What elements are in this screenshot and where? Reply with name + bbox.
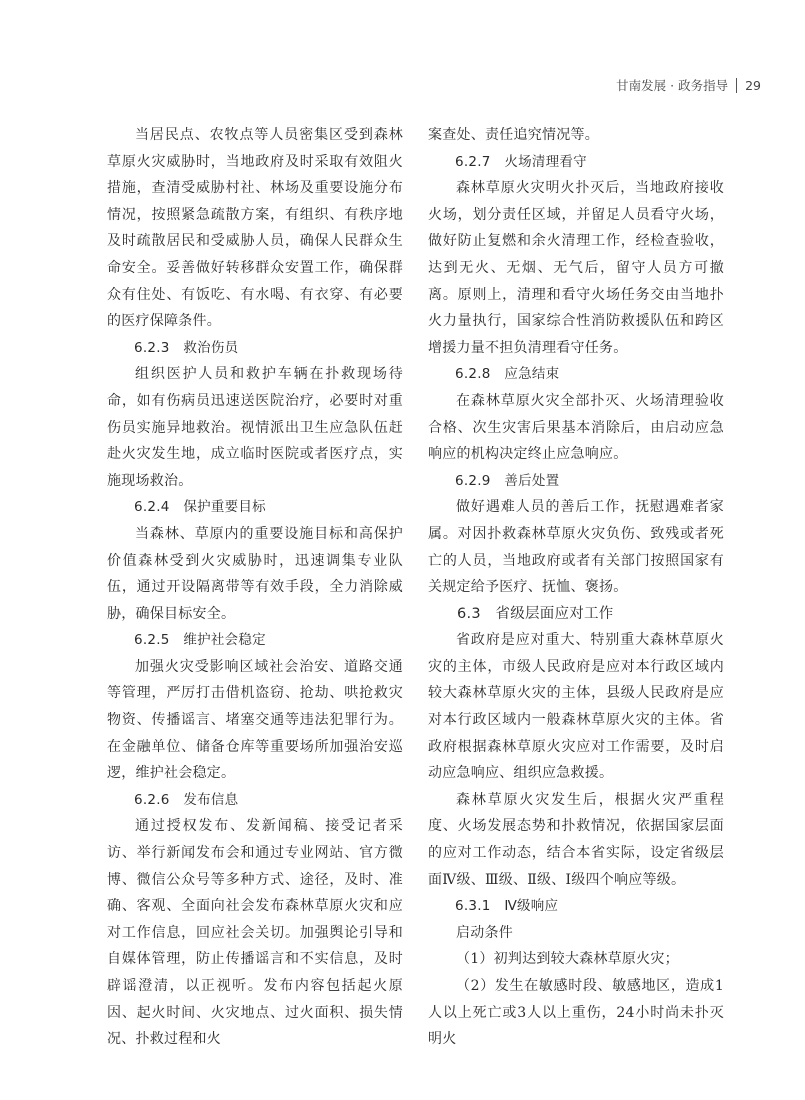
running-header bbox=[616, 74, 761, 96]
paragraph-6-2-9: 做好遇难人员的善后工作，抚慰遇难者家属。对因扑救森林草原火灾负伤、致残或者死亡的人员，当地政府或者有关部门按照国家有关规定给予医疗、抚恤、褒扬。 bbox=[428, 499, 724, 596]
paragraph-6-2-7: 森林草原火灾明火扑灭后，当地政府接收火场，划分责任区域，并留足人员看守火场，做好防止复燃和余火清理工作，经检查验收，达到无火、无烟、无气后，留守人员方可撤离。原则上，清理和看守火场任务交由当地扑火力量执行，国家综合性消防救援队伍和跨区增援力量不担负清理看守任务。 bbox=[428, 180, 724, 356]
heading-6-2-4: 6.2.4 保护重要目标 bbox=[134, 499, 266, 516]
journal-section-title: 甘南发展 · 政务指导 bbox=[616, 78, 729, 93]
heading-6-2-6: 6.2.6 发布信息 bbox=[134, 791, 239, 808]
paragraph-6-3-a: 省政府是应对重大、特别重大森林草原火灾的主体，市级人民政府是应对本行政区域内较大森林草原火灾的主体，县级人民政府是应对本行政区域内一般森林草原火灾的主体。省政府根据森林草原火灾应对工作需要，及时启动应急响应、组织应急救援。 bbox=[428, 632, 724, 782]
paragraph-evacuation: 当居民点、农牧点等人员密集区受到森林草原火灾威胁时，当地政府及时采取有效阻火措施，查清受威胁村社、林场及重要设施分布情况，按照紧急疏散方案，有组织、有秩序地及时疏散居民和受威胁人员，确保人民群众生命安全。妥善做好转移群众安置工作，确保群众有住处、有饭吃、有水喝、有衣穿、有必要的医疗保障条件。 bbox=[107, 127, 403, 330]
heading-6-2-9: 6.2.9 善后处置 bbox=[455, 472, 560, 489]
heading-6-3-1: 6.3.1 Ⅳ级响应 bbox=[455, 898, 559, 915]
paragraph-6-2-8: 在森林草原火灾全部扑灭、火场清理验收合格、次生灾害后果基本消除后，由启动应急响应的机构决定终止应急响应。 bbox=[428, 392, 724, 463]
paragraph-continuation: 案查处、责任追究情况等。 bbox=[428, 127, 599, 143]
condition-item-1: （1）初判达到较大森林草原火灾； bbox=[456, 951, 679, 968]
paragraph-6-2-4: 当森林、草原内的重要设施目标和高保护价值森林受到火灾威胁时，迅速调集专业队伍，通过开设隔离带等有效手段，全力消除威胁，确保目标安全。 bbox=[107, 525, 403, 622]
paragraph-start-conditions: 启动条件 bbox=[456, 924, 513, 941]
page-number: 29 bbox=[745, 77, 761, 93]
paragraph-6-2-3: 组织医护人员和救护车辆在扑救现场待命，如有伤病员迅速送医院治疗，必要时对重伤员实施异地救治。视情派出卫生应急队伍赶赴火灾发生地，成立临时医院或者医疗点，实施现场救治。 bbox=[107, 366, 403, 489]
heading-6-2-3: 6.2.3 救治伤员 bbox=[134, 339, 239, 356]
heading-6-3: 6.3 省级层面应对工作 bbox=[457, 605, 614, 622]
heading-6-2-7: 6.2.7 火场清理看守 bbox=[455, 153, 587, 170]
right-column bbox=[428, 122, 724, 1053]
header-divider bbox=[736, 78, 737, 93]
paragraph-6-2-5: 加强火灾受影响区域社会治安、道路交通等管理，严厉打击借机盗窃、抢劫、哄抢救灾物资、传播谣言、堵塞交通等违法犯罪行为。在金融单位、储备仓库等重要场所加强治安巡逻，维护社会稳定。 bbox=[107, 658, 403, 782]
paragraph-6-3-b: 森林草原火灾发生后，根据火灾严重程度、火场发展态势和扑救情况，依据国家层面的应对工作动态，结合本省实际，设定省级层面Ⅳ级、Ⅲ级、Ⅱ级、Ⅰ级四个响应等级。 bbox=[428, 791, 724, 888]
paragraph-6-2-6: 通过授权发布、发新闻稿、接受记者采访、举行新闻发布会和通过专业网站、官方微博、微信公众号等多种方式、途径，及时、准确、客观、全面向社会发布森林草原火灾和应对工作信息，回应社会关切。加强舆论引导和自媒体管理，防止传播谣言和不实信息，及时辟谣澄清，以正视听。发布内容包括起火原因、起火时间、火灾地点、过火面积、损失情况、扑救过程和火 bbox=[107, 818, 403, 1048]
heading-6-2-8: 6.2.8 应急结束 bbox=[455, 366, 560, 383]
heading-6-2-5: 6.2.5 维护社会稳定 bbox=[134, 632, 266, 649]
condition-item-2: （2）发生在敏感时段、敏感地区，造成1人以上死亡或3人以上重伤，24小时尚未扑灭明火 bbox=[428, 978, 724, 1048]
left-column bbox=[107, 122, 403, 1053]
